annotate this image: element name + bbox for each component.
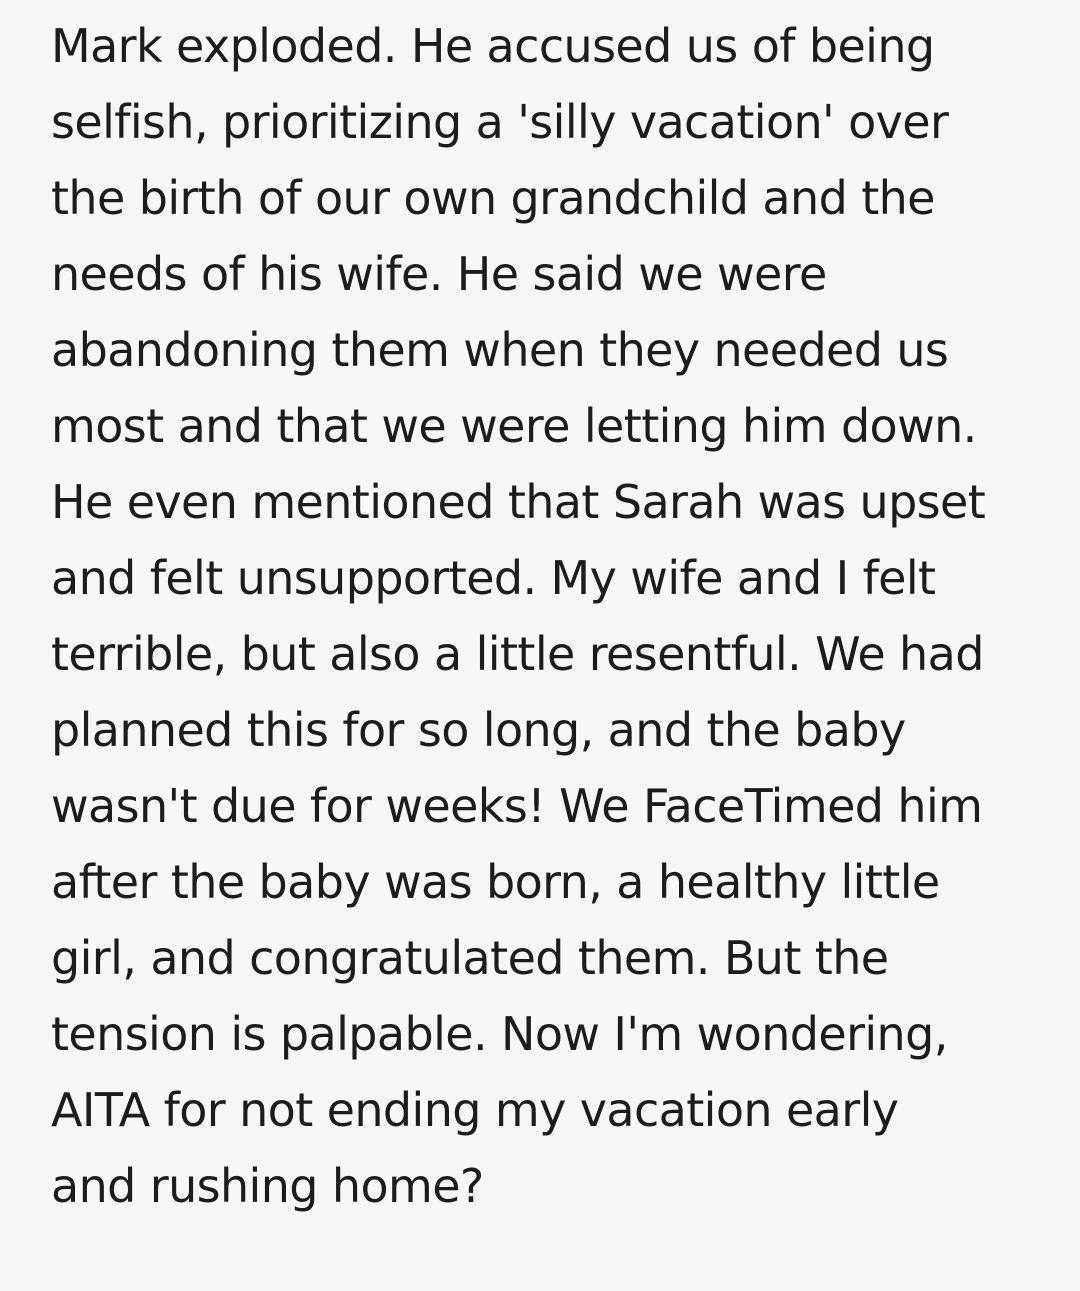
post-text-line: and rushing home?	[51, 1159, 484, 1213]
post-text-line: most and that we were letting him down.	[51, 399, 977, 453]
post-text-line: selfish, prioritizing a 'silly vacation' over	[51, 95, 949, 149]
post-text-line: tension is palpable. Now I'm wondering,	[51, 1007, 948, 1061]
post-text-line: needs of his wife. He said we were	[51, 247, 827, 301]
post-text-line: girl, and congratulated them. But the	[51, 931, 889, 985]
post-text-line: Mark exploded. He accused us of being	[51, 19, 935, 73]
post-text-line: AITA for not ending my vacation early	[51, 1083, 899, 1137]
post-text-line: wasn't due for weeks! We FaceTimed him	[51, 779, 983, 833]
post-text-line: and felt unsupported. My wife and I felt	[51, 551, 936, 605]
post-text-line: planned this for so long, and the baby	[51, 703, 906, 757]
post-body-text	[51, 8, 1051, 1224]
post-text-line: terrible, but also a little resentful. We had	[51, 627, 984, 681]
post-text-line: abandoning them when they needed us	[51, 323, 949, 377]
post-text-line: the birth of our own grandchild and the	[51, 171, 935, 225]
post-text-line: after the baby was born, a healthy little	[51, 855, 940, 909]
post-text-line: He even mentioned that Sarah was upset	[51, 475, 986, 529]
